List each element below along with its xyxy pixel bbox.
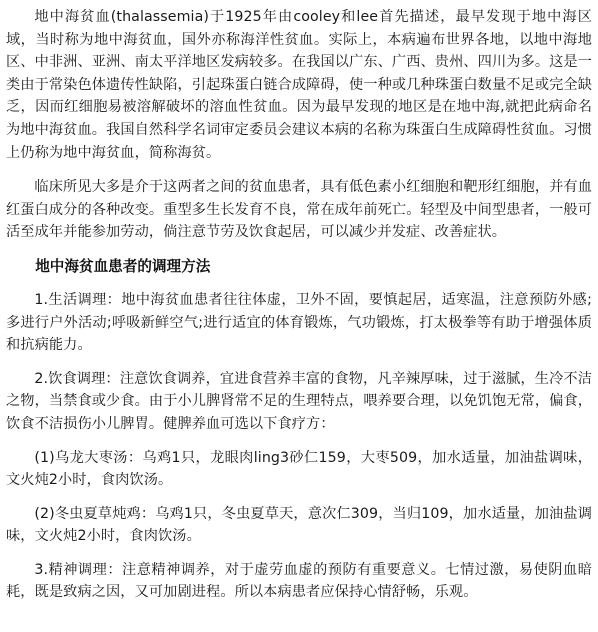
life-care-paragraph: 1.生活调理：地中海贫血患者往往体虚，卫外不固，要慎起居，适寒温，注意预防外感;多进行户外活动;呼吸新鲜空气;进行适宜的体育锻炼，气功锻炼，打太极拳等有助于增强体质和抗病能力。 bbox=[6, 291, 592, 354]
intro-paragraph: 地中海贫血(thalassemia)于1925年由cooley和lee首先描述，最早发现于地中海区域，当时称为地中海贫血，国外亦称海洋性贫血。实际上，本病遍布世界各地，以地中海地区、中非洲、亚洲、南太平洋地区发病较多。在我国以广东、广西、贵州、四川为多。这是一类由于常染色体遗传性缺陷，引起珠蛋白链合成障碍，使一种或几种珠蛋白数量不足或完全缺乏，因而红细胞易被溶解破坏的溶血性贫血。因为最早发现的地区是在地中海,就把此病命名为地中海贫血。我国自然科学名词审定委员会建议本病的名称为珠蛋白生成障碍性贫血。习惯上仍称为地中海贫血，简称海贫。 bbox=[6, 9, 592, 161]
mental-care-paragraph: 3.精神调理：注意精神调养，对于虚劳血虚的预防有重要意义。七情过激，易使阴血暗耗，既是致病之因，又可加剧进程。所以本病患者应保持心情舒畅，乐观。 bbox=[6, 561, 592, 601]
recipe-2-paragraph: (2)冬虫夏草炖鸡：乌鸡1只，冬虫夏草天，意次仁309，当归109，加水适量，加油盐调味，文火炖2小时，食肉饮汤。 bbox=[6, 505, 592, 545]
recipe-1-paragraph: (1)乌龙大枣汤：乌鸡1只，龙眼肉ling3砂仁159，大枣509，加水适量，加油盐调味，文火炖2小时，食肉饮汤。 bbox=[6, 449, 592, 489]
clinical-paragraph: 临床所见大多是介于这两者之间的贫血患者，具有低色素小红细胞和靶形红细胞，并有血红蛋白成分的各种改变。重型多生长发育不良，常在成年前死亡。轻型及中间型患者，一般可活至成年并能参加劳动，倘注意节劳及饮食起居，可以减少并发症、改善症状。 bbox=[6, 179, 592, 241]
section-heading: 地中海贫血患者的调理方法 bbox=[35, 257, 211, 275]
diet-care-paragraph: 2.饮食调理：注意饮食调养，宜进食营养丰富的食物，凡辛辣厚味，过于滋腻，生冷不洁之物，当禁食或少食。由于小儿脾肾常不足的生理特点，喂养要合理，以免饥饱无常，偏食，饮食不洁损伤小儿脾胃。健脾养血可选以下食疗方： bbox=[6, 370, 592, 432]
